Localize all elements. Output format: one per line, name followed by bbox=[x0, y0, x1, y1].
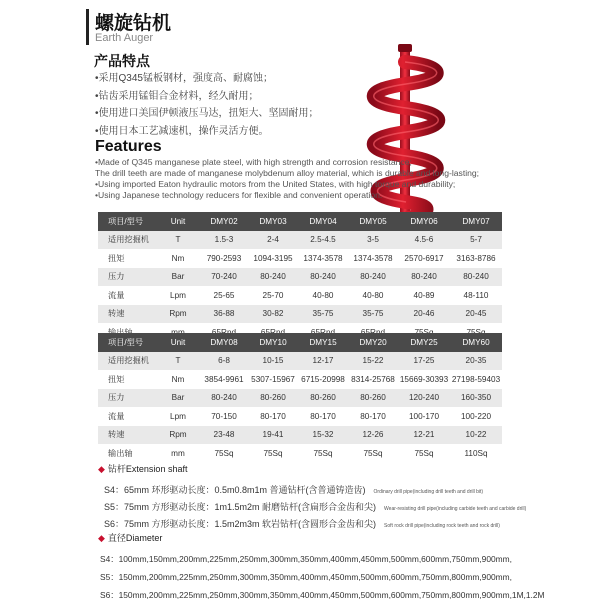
features-en-item: •Using imported Eaton hydraulic motors from the United States, with high torque and durability; bbox=[95, 179, 456, 189]
table-cell: 适用挖掘机 bbox=[98, 352, 156, 371]
table-cell: 75Sq bbox=[398, 444, 450, 463]
table-header-cell: 项目/型号 bbox=[98, 212, 156, 231]
table-header-row bbox=[98, 212, 502, 231]
table-cell: Lpm bbox=[156, 286, 200, 305]
table-cell: 流量 bbox=[98, 286, 156, 305]
table-cell: Bar bbox=[156, 268, 200, 287]
table-row bbox=[98, 268, 502, 287]
table-cell: 20-46 bbox=[398, 305, 450, 324]
table-cell: 2.5-4.5 bbox=[298, 231, 348, 250]
extension-shaft-title bbox=[98, 462, 187, 475]
table-cell: T bbox=[156, 231, 200, 250]
table-cell: 2570-6917 bbox=[398, 249, 450, 268]
table-cell: T bbox=[156, 352, 200, 371]
table-cell: 12-26 bbox=[348, 426, 398, 445]
table-header-cell: DMY02 bbox=[200, 212, 248, 231]
table-cell: 6-8 bbox=[200, 352, 248, 371]
table-cell: 15-22 bbox=[348, 352, 398, 371]
table-cell: 35-75 bbox=[298, 305, 348, 324]
table-header-cell: Unit bbox=[156, 333, 200, 352]
table-cell: 15669-30393 bbox=[398, 370, 450, 389]
features-en-item: The drill teeth are made of manganese molybdenum alloy material, which is durable and long-lasting; bbox=[95, 168, 480, 178]
table-cell: 40-89 bbox=[398, 286, 450, 305]
table-cell: 适用挖掘机 bbox=[98, 231, 156, 250]
spec-table-2 bbox=[98, 333, 502, 463]
table-cell: 1374-3578 bbox=[348, 249, 398, 268]
diameter-title bbox=[98, 531, 162, 544]
table-cell: 转速 bbox=[98, 305, 156, 324]
table-cell: 3163-8786 bbox=[450, 249, 502, 268]
table-header-cell: DMY06 bbox=[398, 212, 450, 231]
page-title-cn: 螺旋钻机 bbox=[95, 13, 172, 34]
table-row bbox=[98, 444, 502, 463]
diameter-title-text: 直径Diameter bbox=[107, 533, 163, 543]
table-cell: 30-82 bbox=[248, 305, 298, 324]
table-header-cell: DMY08 bbox=[200, 333, 248, 352]
red-triangle-icon: ◆ bbox=[98, 464, 105, 474]
table-cell: Nm bbox=[156, 370, 200, 389]
table-cell: 100-170 bbox=[398, 407, 450, 426]
table-cell: 110Sq bbox=[450, 444, 502, 463]
header-accent-bar bbox=[86, 9, 89, 45]
table-cell: 80-240 bbox=[398, 268, 450, 287]
features-en-item: •Using Japanese technology reducers for flexible and convenient operation. bbox=[95, 190, 383, 200]
table-cell: 80-240 bbox=[298, 268, 348, 287]
table-cell: 25-70 bbox=[248, 286, 298, 305]
table-cell: mm bbox=[156, 444, 200, 463]
table-cell: 4.5-6 bbox=[398, 231, 450, 250]
table-cell: 48-110 bbox=[450, 286, 502, 305]
table-cell: 80-260 bbox=[248, 389, 298, 408]
table-cell: 12-17 bbox=[298, 352, 348, 371]
table-cell: 20-35 bbox=[450, 352, 502, 371]
table-cell: 20-45 bbox=[450, 305, 502, 324]
table-cell: 80-170 bbox=[298, 407, 348, 426]
table-row bbox=[98, 389, 502, 408]
table-cell: 输出轴 bbox=[98, 444, 156, 463]
table-cell: 5307-15967 bbox=[248, 370, 298, 389]
shaft-item bbox=[104, 497, 526, 515]
table-row bbox=[98, 407, 502, 426]
table-cell: 36-88 bbox=[200, 305, 248, 324]
table-cell: 19-41 bbox=[248, 426, 298, 445]
table-cell: 70-150 bbox=[200, 407, 248, 426]
table-cell: Bar bbox=[156, 389, 200, 408]
table-cell: 75Sq bbox=[200, 444, 248, 463]
table-cell: Nm bbox=[156, 249, 200, 268]
table-cell: 100-220 bbox=[450, 407, 502, 426]
table-cell: 1094-3195 bbox=[248, 249, 298, 268]
table-cell: Rpm bbox=[156, 426, 200, 445]
table-cell: 流量 bbox=[98, 407, 156, 426]
spec-table-1 bbox=[98, 212, 502, 342]
table-header-cell: DMY15 bbox=[298, 333, 348, 352]
shaft-item bbox=[104, 480, 483, 498]
table-cell: 10-15 bbox=[248, 352, 298, 371]
shaft-item-note: Soft rock drill pipe(including rock teeth and rock drill) bbox=[384, 523, 500, 529]
shaft-item bbox=[104, 514, 500, 532]
table-cell: 转速 bbox=[98, 426, 156, 445]
features-en-item: •Made of Q345 manganese plate steel, with high strength and corrosion resistance; bbox=[95, 157, 412, 167]
table-cell: Rpm bbox=[156, 305, 200, 324]
table-cell: 40-80 bbox=[348, 286, 398, 305]
table-row bbox=[98, 305, 502, 324]
table-cell: 1.5-3 bbox=[200, 231, 248, 250]
table-cell: 80-240 bbox=[450, 268, 502, 287]
table-header-cell: DMY03 bbox=[248, 212, 298, 231]
table-header-cell: DMY25 bbox=[398, 333, 450, 352]
table-header-row bbox=[98, 333, 502, 352]
page-title-en: Earth Auger bbox=[95, 32, 154, 44]
table-cell: 10-22 bbox=[450, 426, 502, 445]
table-cell: 80-170 bbox=[348, 407, 398, 426]
table-cell: 40-80 bbox=[298, 286, 348, 305]
table-row bbox=[98, 286, 502, 305]
shaft-item-main: S5：75mm 方形驱动长度：1m1.5m2m 耐磨钻杆(含扁形合金齿和尖) bbox=[104, 502, 377, 512]
diameter-item: S5：150mm,200mm,225mm,250mm,300mm,350mm,400mm,450mm,500mm,600mm,750mm,800mm,900mm, bbox=[100, 572, 512, 582]
table-header-cell: Unit bbox=[156, 212, 200, 231]
table-cell: 80-260 bbox=[348, 389, 398, 408]
table-header-cell: DMY05 bbox=[348, 212, 398, 231]
table-cell: 5-7 bbox=[450, 231, 502, 250]
features-cn-item: •使用日本工艺减速机，操作灵活方便。 bbox=[95, 125, 269, 137]
table-row bbox=[98, 352, 502, 371]
table-cell: 压力 bbox=[98, 268, 156, 287]
features-cn-item: •钻齿采用锰钼合金材料，经久耐用； bbox=[95, 90, 259, 102]
table-cell: 8314-25768 bbox=[348, 370, 398, 389]
table-cell: 80-240 bbox=[248, 268, 298, 287]
table-header-cell: DMY60 bbox=[450, 333, 502, 352]
table-row bbox=[98, 249, 502, 268]
features-en-title: Features bbox=[95, 138, 162, 155]
table-cell: 3854-9961 bbox=[200, 370, 248, 389]
table-cell: 压力 bbox=[98, 389, 156, 408]
table-row bbox=[98, 231, 502, 250]
table-cell: 35-75 bbox=[348, 305, 398, 324]
table-row bbox=[98, 426, 502, 445]
table-row bbox=[98, 370, 502, 389]
table-cell: Lpm bbox=[156, 407, 200, 426]
table-header-cell: DMY10 bbox=[248, 333, 298, 352]
table-cell: 17-25 bbox=[398, 352, 450, 371]
extension-shaft-title-text: 钻杆Extension shaft bbox=[107, 464, 188, 474]
table-header-cell: DMY04 bbox=[298, 212, 348, 231]
table-cell: 扭矩 bbox=[98, 249, 156, 268]
shaft-item-note: Ordinary drill pipe(including drill teeth and drill bit) bbox=[373, 489, 484, 495]
table-cell: 6715-20998 bbox=[298, 370, 348, 389]
table-cell: 160-350 bbox=[450, 389, 502, 408]
table-cell: 80-260 bbox=[298, 389, 348, 408]
table-cell: 70-240 bbox=[200, 268, 248, 287]
table-cell: 80-240 bbox=[200, 389, 248, 408]
shaft-item-main: S6：75mm 方形驱动长度：1.5m2m3m 软岩钻杆(含圆形合金齿和尖) bbox=[104, 519, 377, 529]
red-triangle-icon: ◆ bbox=[98, 533, 105, 543]
table-cell: 80-170 bbox=[248, 407, 298, 426]
features-cn-item: •使用进口美国伊顿液压马达，扭矩大、坚固耐用； bbox=[95, 108, 319, 119]
table-cell: 75Sq bbox=[348, 444, 398, 463]
table-cell: 15-32 bbox=[298, 426, 348, 445]
table-cell: 25-65 bbox=[200, 286, 248, 305]
table-cell: 75Sq bbox=[248, 444, 298, 463]
table-header-cell: 项目/型号 bbox=[98, 333, 156, 352]
table-cell: 扭矩 bbox=[98, 370, 156, 389]
table-cell: 790-2593 bbox=[200, 249, 248, 268]
table-header-cell: DMY07 bbox=[450, 212, 502, 231]
shaft-item-note: Wear-resisting drill pipe(including carbide teeth and carbide drill) bbox=[384, 506, 527, 512]
features-cn-item: •采用Q345锰板钢材，强度高、耐腐蚀； bbox=[95, 73, 273, 84]
table-cell: 120-240 bbox=[398, 389, 450, 408]
table-cell: 3-5 bbox=[348, 231, 398, 250]
table-cell: 2-4 bbox=[248, 231, 298, 250]
table-header-cell: DMY20 bbox=[348, 333, 398, 352]
table-cell: 23-48 bbox=[200, 426, 248, 445]
table-cell: 80-240 bbox=[348, 268, 398, 287]
features-cn-title: 产品特点 bbox=[94, 53, 150, 69]
features-en-list bbox=[95, 157, 515, 201]
features-cn-list bbox=[95, 70, 319, 140]
table-cell: 75Sq bbox=[298, 444, 348, 463]
shaft-item-main: S4：65mm 环形驱动长度：0.5m0.8m1m 普通钻杆(含普通铸造齿) bbox=[104, 485, 366, 495]
table-cell: 27198-59403 bbox=[450, 370, 502, 389]
diameter-item: S4：100mm,150mm,200mm,225mm,250mm,300mm,350mm,400mm,450mm,500mm,600mm,750mm,900mm, bbox=[100, 554, 512, 564]
diameter-item: S6：150mm,200mm,225mm,250mm,300mm,350mm,400mm,450mm,500mm,600mm,750mm,800mm,900mm,1M,1.2M bbox=[100, 590, 545, 600]
table-cell: 1374-3578 bbox=[298, 249, 348, 268]
table-cell: 12-21 bbox=[398, 426, 450, 445]
